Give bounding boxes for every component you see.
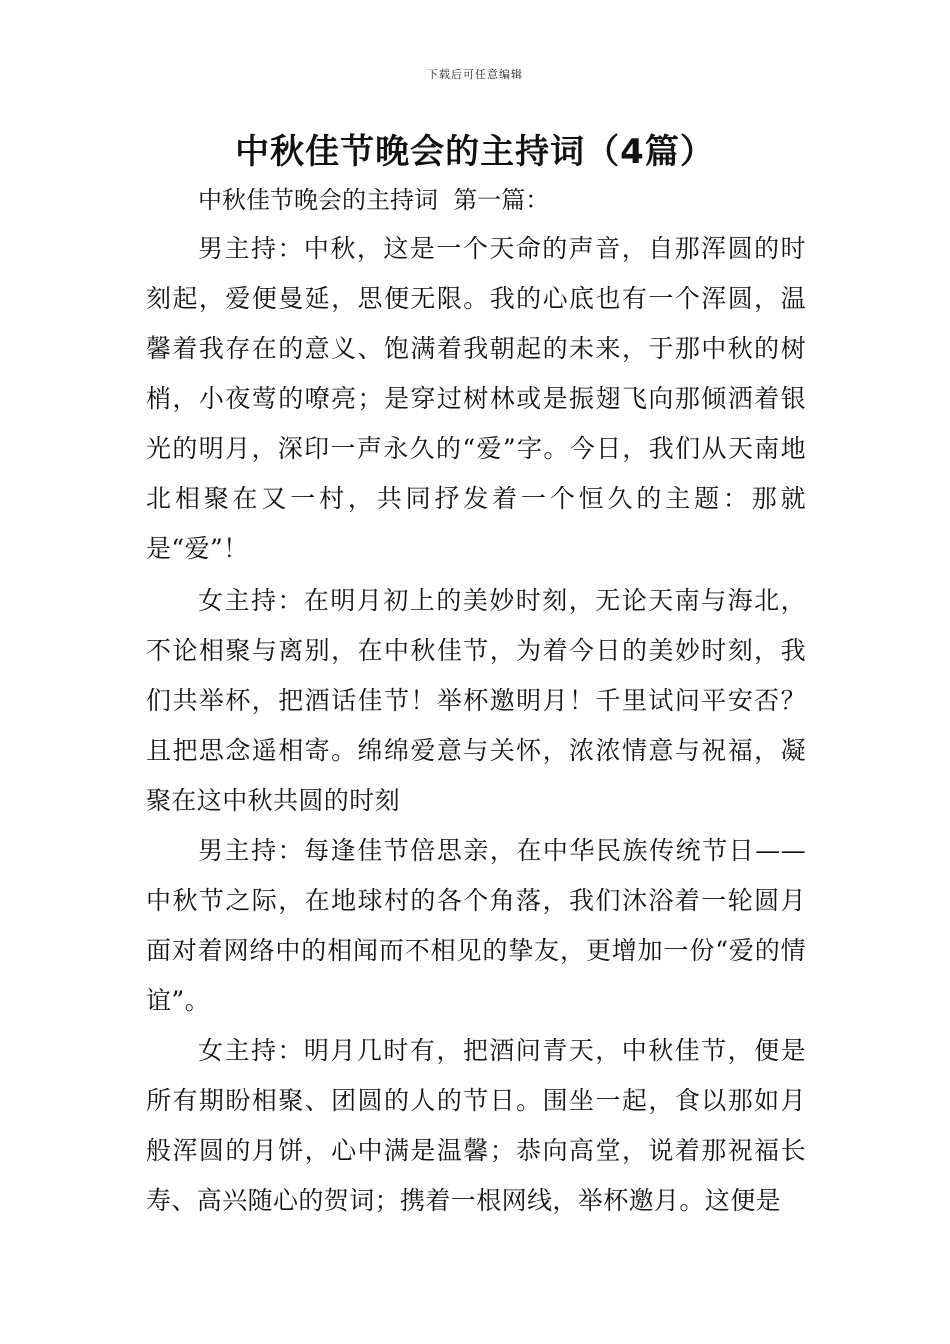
document-title: 中秋佳节晚会的主持词（4篇） — [235, 132, 715, 172]
header-note: 下载后可任意编辑 — [427, 68, 523, 81]
paragraph: 男主持：中秋，这是一个天命的声音，自那浑圆的时刻起，爱便曼延，思便无限。我的心底也有一个浑圆，温馨着我存在的意义、饱满着我朝起的未来，于那中秋的树梢，小夜莺的嘹亮；是穿过树林或是振翅飞向那倾洒着银光的明月，深印一声永久的“爱”字。今日，我们从天南地北相聚在又一村，共同抒发着一个恒久的主题：那就是“爱”！ — [146, 234, 806, 563]
paragraph: 女主持：在明月初上的美妙时刻，无论天南与海北，不论相聚与离别，在中秋佳节，为着今日的美妙时刻，我们共举杯，把酒话佳节！举杯邀明月！千里试问平安否？且把思念遥相寄。绵绵爱意与关怀，浓浓情意与祝福，凝聚在这中秋共圆的时刻 — [146, 586, 806, 815]
document-body — [146, 224, 806, 1226]
paragraph: 男主持：每逢佳节倍思亲，在中华民族传统节日——中秋节之际，在地球村的各个角落，我们沐浴着一轮圆月面对着网络中的相闻而不相见的挚友，更增加一份“爱的情谊”。 — [146, 836, 806, 1015]
paragraph: 女主持：明月几时有，把酒问青天，中秋佳节，便是所有期盼相聚、团圆的人的节日。围坐一起，食以那如月般浑圆的月饼，心中满是温馨；恭向高堂，说着那祝福长寿、高兴随心的贺词；携着一根网线，举杯邀月。这便是 — [146, 1036, 806, 1215]
section-subtitle: 中秋佳节晚会的主持词 第一篇： — [198, 186, 550, 214]
